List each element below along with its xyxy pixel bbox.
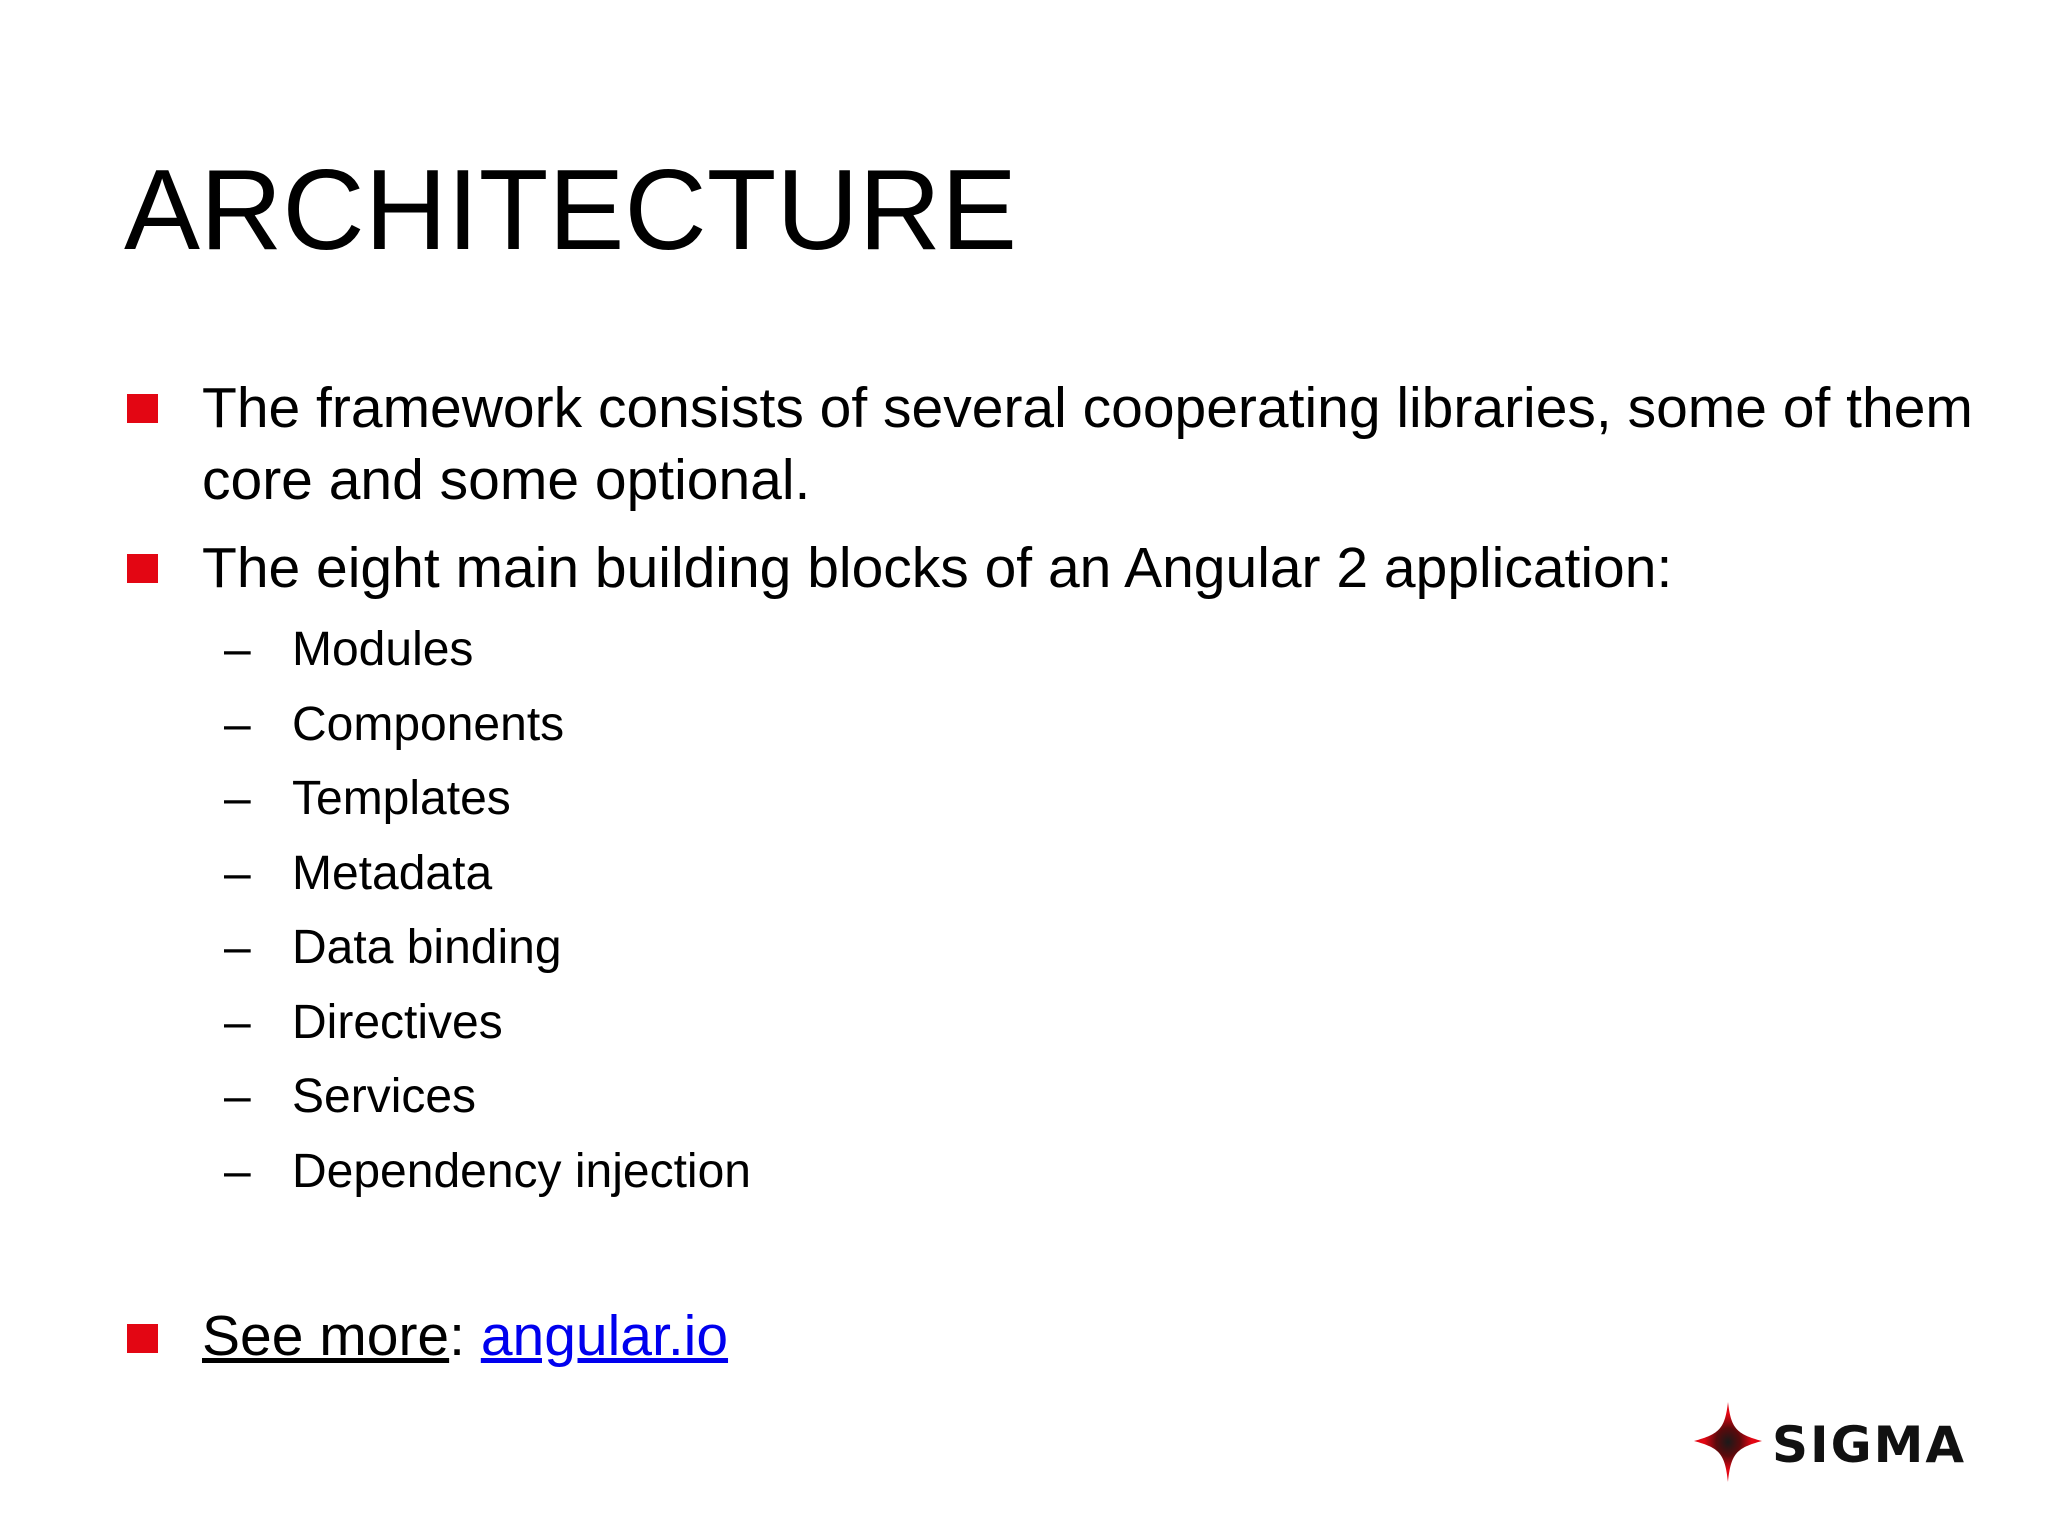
see-more-link[interactable]: See more	[202, 1304, 450, 1368]
bullet-square-icon	[127, 1324, 158, 1353]
list-item-text: Metadata	[292, 846, 493, 900]
list-item-text: Data binding	[292, 921, 562, 974]
list-item-text: Components	[292, 697, 565, 751]
dash-marker: –	[224, 772, 251, 825]
bullet-text: The framework consists of several cooperating libraries, some of them core and some optional.	[202, 376, 1973, 512]
bullet-square-icon	[127, 554, 158, 583]
sigma-star-icon	[1690, 1398, 1990, 1488]
dash-marker: –	[224, 846, 251, 900]
list-item-text: Dependency injection	[292, 1144, 751, 1198]
dash-marker: –	[224, 1144, 251, 1198]
slide-title: ARCHITECTURE	[124, 147, 1018, 274]
list-item-text: Services	[292, 1070, 477, 1123]
sigma-logo	[1690, 1398, 1990, 1488]
bullet-text: The eight main building blocks of an Angular 2 application:	[202, 536, 1673, 600]
dash-marker: –	[224, 921, 251, 974]
bullet-square-icon	[127, 394, 158, 423]
dash-marker: –	[224, 995, 251, 1049]
dash-marker: –	[224, 1070, 251, 1123]
sigma-logo-text: SIGMA	[1772, 1416, 1967, 1474]
angular-io-link[interactable]: angular.io	[480, 1304, 729, 1368]
dash-marker: –	[224, 697, 251, 751]
list-item-text: Templates	[292, 772, 511, 825]
see-more-separator: :	[449, 1304, 481, 1368]
dash-marker: –	[224, 623, 251, 676]
list-item-text: Modules	[292, 623, 474, 676]
see-more-line	[202, 1300, 2048, 1372]
list-item-text: Directives	[292, 995, 503, 1049]
